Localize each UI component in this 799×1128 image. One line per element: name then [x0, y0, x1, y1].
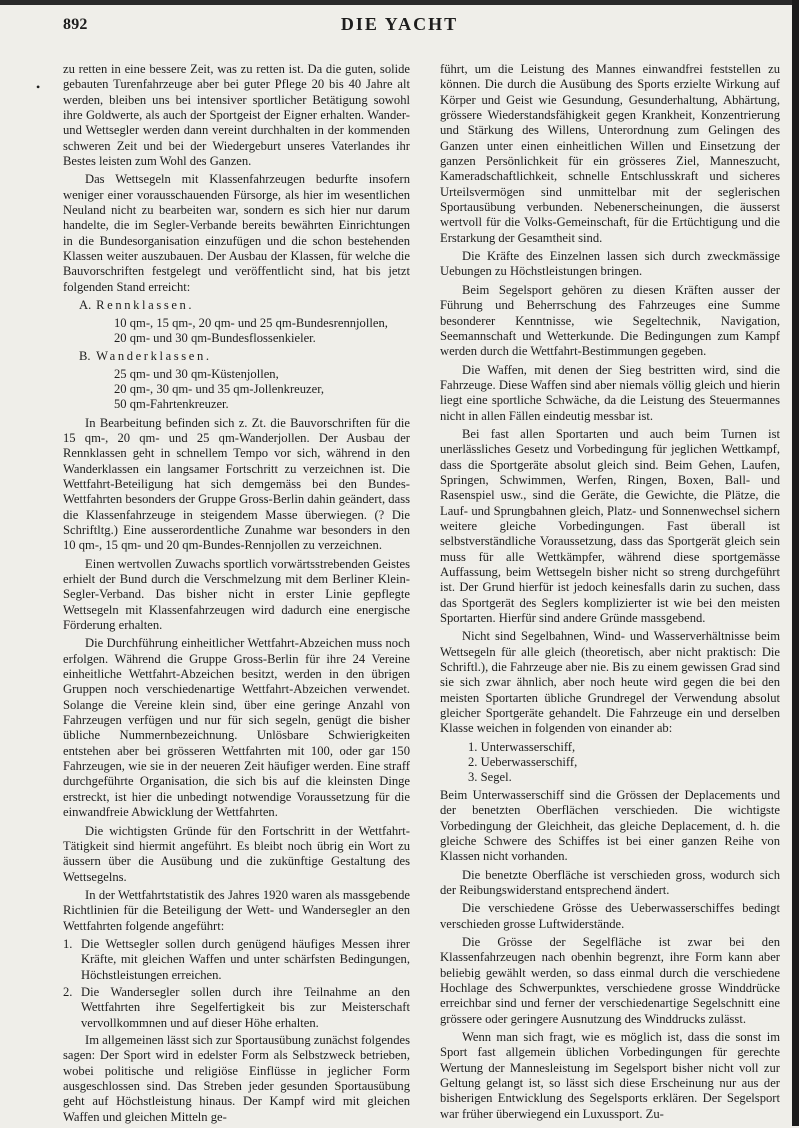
numbered-item: [63, 985, 410, 1031]
item-text: Die Wandersegler sollen durch ihre Teilnahme an den Wettfahrten ihre Segelfertigkeit bis zur Meisterschaft vervollkommnen und auf dieser Höhe erhalten.: [81, 984, 410, 1030]
paragraph: zu retten in eine bessere Zeit, was zu retten ist. Da die guten, solide gebauten Turenfahrzeuge aber bei guter Pflege 20 bis 40 Jahre alt werden, bleiben uns bei intensiver sportlicher Betätigung sowohl ihre Goldwerte, als auch der Sportgeist der Eigner erhalten. Wander- und Wettsegler werden dann vereint durchhalten in der kommenden schweren Zeit und bei der Wiedergeburt unseres Vaterlandes ihr Bestes leisten zum Wohl des Ganzen.: [63, 62, 410, 169]
paragraph: Die wichtigsten Gründe für den Fortschritt in der Wettfahrt-Tätigkeit sind hiermit angeführt. Es bleibt noch übrig ein Wort zu äussern über die Ausübung und die zukünftige Gestaltung des Wettsegelns.: [63, 823, 410, 884]
paragraph: Beim Unterwasserschiff sind die Grössen der Deplacements und der benetzten Oberflächen verschieden. Die wichtigste Vorbedingung der Gleichheit, das gleiche Deplacement, d. h. die gleiche Schwere des Schiffes ist bei einer ganzen Reihe von Klassen nicht vorhanden.: [440, 787, 780, 864]
left-column: [63, 62, 410, 1128]
paragraph: Im allgemeinen lässt sich zur Sportausübung zunächst folgendes sagen: Der Sport wird in edelster Form als Selbstzweck betrieben, wobei politische und religiöse Einflüsse in jeglicher Form ausgeschlossen sind. Das Streben jeder gesunden Sportausübung geht auf Höchstleistung hinaus. Der Kampf wird mit gleichen Waffen und gleichen Mitteln ge-: [63, 1032, 410, 1124]
paragraph: Das Wettsegeln mit Klassenfahrzeugen bedurfte insofern weniger einer vorausschauenden Fürsorge, als hier im wesentlichen Neuland nicht zu bearbeiten war, sondern es sich hier nur darum handelte, die im Segler-Verbande bereits bewährten Einrichtungen in die Bundesorganisation einzufügen und die schon bestehenden Klassen weiter auszubauen. Der Ausbau der Klassen, für welche die Bauvorschriften festgelegt und veröffentlicht sind, hat bis jetzt folgenden Stand erreicht:: [63, 172, 410, 294]
paragraph: Nicht sind Segelbahnen, Wind- und Wasserverhältnisse beim Wettsegeln für alle gleich (theoretisch, aber nicht praktisch: Die Schriftl.), die Fahrzeuge aber nie. Bis zu einem gewissen Grad sind sie sich zwar ähnlich, aber noch heute wird gegen die bei den meisten Sportarten übliche Grundregel der Verwendung absolut gleicher Sportgeräte gehandelt. Die Fahrzeuge ein und derselben Klasse weichen in folgenden von einander ab:: [440, 629, 780, 736]
item-text: Die Wettsegler sollen durch genügend häufiges Messen ihrer Kräfte, mit gleichen Waffen und unter schärfsten Bedingungen, Höchstleistungen erreichen.: [81, 936, 410, 982]
class-line: 50 qm-Fahrtenkreuzer.: [114, 397, 229, 412]
paragraph: Einen wertvollen Zuwachs sportlich vorwärtsstrebenden Geistes erhielt der Bund durch die Verschmelzung mit dem Berliner Klein-Segler-Verband. Das bisher nicht in erster Linie gepflegte Wettsegeln mit Klassenfahrzeugen wird dadurch eine energische Förderung erhalten.: [63, 556, 410, 633]
paragraph: In der Wettfahrtstatistik des Jahres 1920 waren als massgebende Richtlinien für die Beteiligung der Wett- und Wandersegler an den Wettfahrten folgende angeführt:: [63, 887, 410, 933]
page-number: 892: [63, 16, 88, 33]
numbered-item: [63, 937, 410, 983]
paragraph: führt, um die Leistung des Mannes einwandfrei feststellen zu können. Die durch die Ausübung des Sports erzielte Wirkung auf Körper und Geist wie Gesundung, Gesunderhaltung, Abhärtung, grössere Wiederstandsfähigkeit gegen Krankheit, Konzentrierung und Stärkung des Willens, Unterordnung zum Gelingen des Ganzen unter einen einheitlichen Willen und Einsetzung der ganzen Persönlichkeit für ein grösseres Ziel, Manneszucht, Kameradschaftlichkeit, schnelle Entschlusskraft und sicheres Urteilsvermögen sind unmittelbar mit der seglerischen Sportausübung verbunden. Nebenerscheinungen, die äusserst wertvoll für die Volks-Gemeinschaft, für die Ertüchtigung und die Erstarkung der Gesamtheit sind.: [440, 62, 780, 245]
scan-right-edge: [792, 0, 799, 1126]
class-title: Wanderklassen.: [96, 349, 212, 364]
paragraph: Die Kräfte des Einzelnen lassen sich durch zweckmässige Uebungen zu Höchstleistungen bringen.: [440, 249, 780, 279]
class-line: 10 qm-, 15 qm-, 20 qm- und 25 qm-Bundesrennjollen,: [114, 315, 388, 330]
right-column: [440, 62, 780, 1125]
item-number: 2.: [63, 984, 73, 999]
paragraph: Bei fast allen Sportarten und auch beim Turnen ist unerlässliches Gesetz und Vorbedingung für jeglichen Wettkampf, dass die Sportgeräte absolut gleich sind. Beim Gehen, Laufen, Springen, Schwimmen, Werfen, Ringen, Boxen, Ball- und Rasenspiel usw., sind die Geräte, die Gewichte, die Plätze, die Lauf- und Sprungbahnen gleich, Platz- und Sonnenwechsel sichern weitere gleiche Vorbedingungen. Fast überall ist selbstverständliche Voraussetzung, dass das Sportgerät gleich sein muss für alle Wettkämpfer, während diese sportgemässe Auffassung, beim Wettsegeln bisher nicht so streng durchgeführt ist. Der Grund hierfür ist jedoch keinesfalls darin zu suchen, dass das Sportgerät des Seglers komplizierter ist wie bei den meisten Sportarten. Hierfür sind andere Gründe massgebend.: [440, 426, 780, 626]
list-item: 1. Unterwasserschiff,: [468, 739, 576, 754]
paragraph: Die verschiedene Grösse des Ueberwasserschiffes bedingt verschieden grosse Luftwiderstände.: [440, 901, 780, 931]
list-item: 2. Ueberwasserschiff,: [468, 755, 578, 770]
paragraph: Die Grösse der Segelfläche ist zwar bei den Klassenfahrzeugen nach obenhin begrenzt, ihre Form kann aber beliebig gewählt werden, so dass einmal durch die verschiedene Hochlage des Schwerpunktes, verschiedene grosse Winddrücke erreichbar sind und ferner der verschiedenartige Segelschnitt eine grössere oder geringere Ausnutzung des Winddrucks zulässt.: [440, 934, 780, 1026]
class-line: 20 qm-, 30 qm- und 35 qm-Jollenkreuzer,: [114, 381, 325, 396]
numbered-list: [468, 740, 780, 786]
item-number: 1.: [63, 936, 73, 951]
paragraph: Die benetzte Oberfläche ist verschieden gross, wodurch sich der Reibungswiderstand entsprechend ändert.: [440, 867, 780, 897]
paragraph: Die Durchführung einheitlicher Wettfahrt-Abzeichen muss noch erfolgen. Während die Gruppe Gross-Berlin für ihre 24 Vereine einheitliche Wettfahrt-Abzeichen besitzt, werden in den übrigen Gruppen noch verschiedenartige Wettfahrt-Abzeichen verwendet. Solange die Vereine klein sind, über eine geringe Anzahl von Fahrzeugen verfügen und nur für sich segeln, genügt die bisher übliche Nummernbezeichnung. Unlösbare Schwierigkeiten entstehen aber bei grösseren Wettfahrten mit 100, oder gar 150 Fahrzeugen, wie sie in der neueren Zeit häufiger werden. Eine straff durchgeführte Organisation, die sich bis auf die kleinsten Dinge erstreckt, ist hier die unbedingt notwendige Voraussetzung für die einwandfreie Abwicklung der Wettfahrten.: [63, 636, 410, 820]
paragraph: Die Waffen, mit denen der Sieg bestritten wird, sind die Fahrzeuge. Diese Waffen sind aber niemals völlig gleich und hierin liegt eine sportliche Schwäche, da die Leistung des Steuermannes nicht in allen Fällen eindeutig messbar ist.: [440, 362, 780, 423]
class-letter: B.: [79, 349, 91, 364]
class-letter: A.: [79, 298, 92, 313]
scan-top-edge: [0, 0, 799, 5]
margin-mark: •: [36, 80, 41, 94]
class-heading-a: [79, 298, 410, 313]
paragraph: Wenn man sich fragt, wie es möglich ist, dass die sonst im Sport fast allgemein üblichen Vorbedingungen für gerechte Wertung der Mannesleistung im Segelsport bisher nicht voll zur Geltung gelangt ist, so lässt sich diese Erscheinung nur aus der bisherigen Entwicklung des Segelsports erklären. Der Segelsport war früher überwiegend ein Luxussport. Zu-: [440, 1029, 780, 1121]
class-line: 20 qm- und 30 qm-Bundesflossenkieler.: [114, 330, 316, 345]
class-title: Rennklassen.: [96, 298, 195, 313]
class-line: 25 qm- und 30 qm-Küstenjollen,: [114, 366, 279, 381]
paragraph: Beim Segelsport gehören zu diesen Kräften ausser der Führung und Beherrschung des Fahrzeuges eine Summe besonderer Kenntnisse, wie Segeltechnik, Navigation, Seemannschaft und Wetterkunde. Die Bedingungen zum Kampf werden durch die Wettfahrt-Bestimmungen gegeben.: [440, 282, 780, 359]
running-title: DIE YACHT: [340, 14, 459, 34]
paragraph: In Bearbeitung befinden sich z. Zt. die Bauvorschriften für die 15 qm-, 20 qm- und 25 qm-Wanderjollen. Der Ausbau der Rennklassen geht in schnellem Tempo vor sich, während in den Wanderklassen ein langsamer Fortschritt zu verzeichnen ist. Die Wettfahrt-Beteiligung hat sich demgemäss bei den Bundes-Wettfahrten besonders der Gruppe Gross-Berlin dahin geändert, dass die Klassenfahrzeuge in steigendem Masse überwiegen. (? Die Schriftltg.) Eine ausserordentliche Zunahme war besonders in den 10 qm-, 15 qm- und 20 qm-Bundes-Rennjollen zu verzeichnen.: [63, 415, 410, 553]
class-heading-b: [79, 349, 410, 364]
list-item: 3. Segel.: [468, 770, 512, 785]
